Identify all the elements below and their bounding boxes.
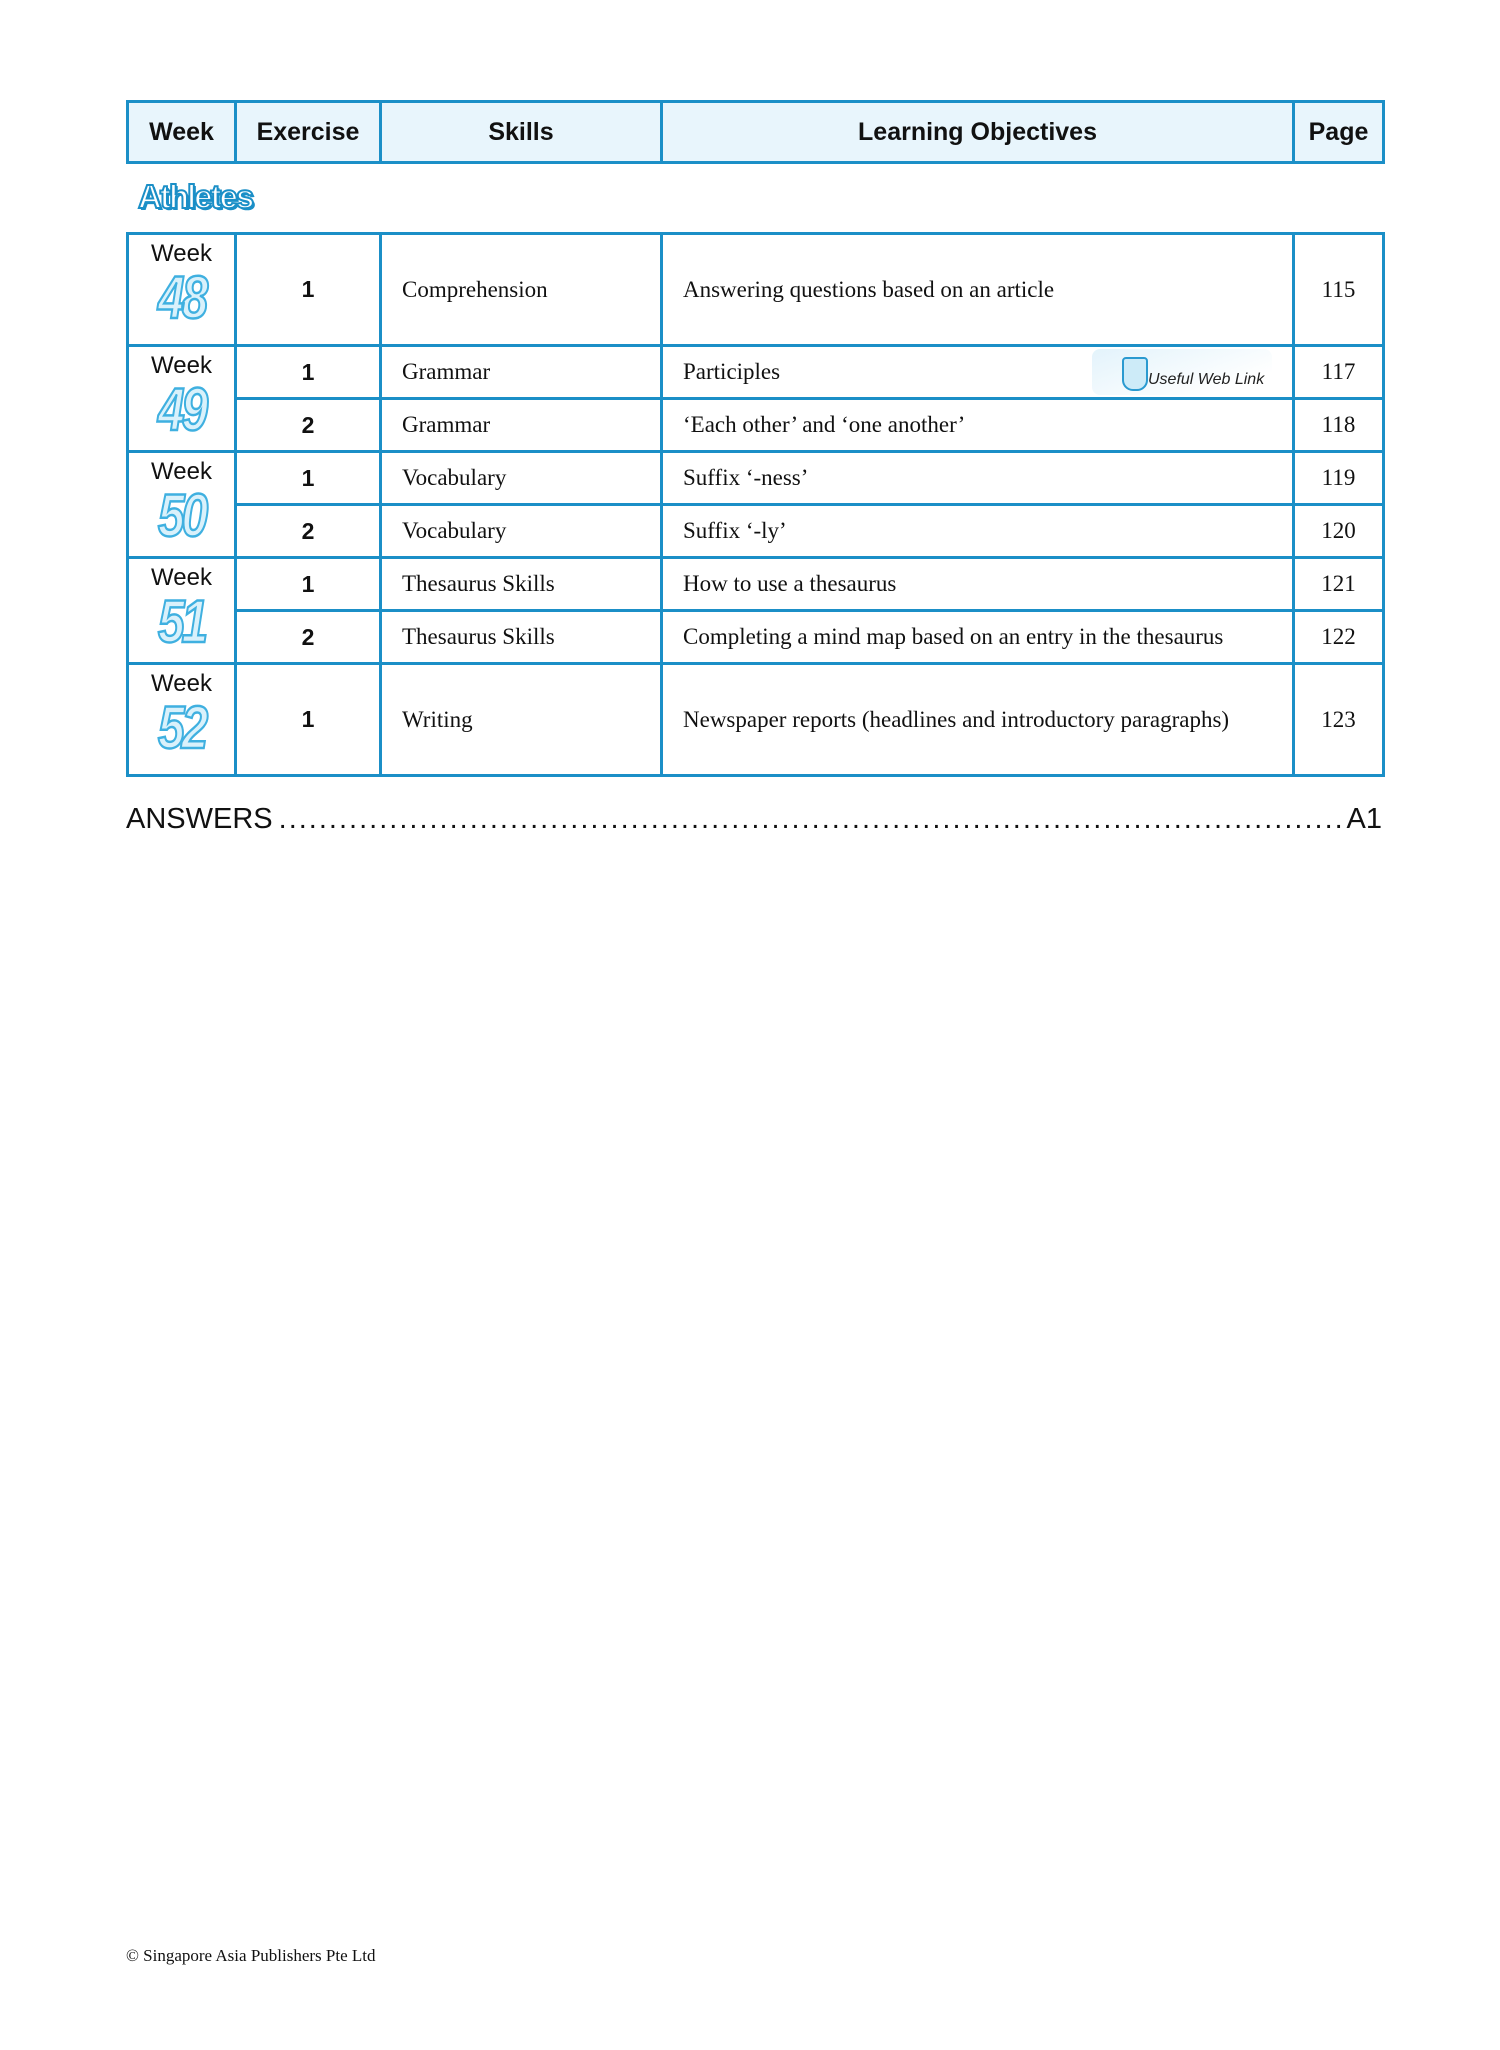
- table-row: [128, 234, 1384, 346]
- page-cell: 123: [1294, 664, 1384, 776]
- objective-cell: [662, 346, 1294, 399]
- page-cell: 117: [1294, 346, 1384, 399]
- week-cell: [128, 452, 236, 558]
- week-label: Week: [151, 458, 212, 485]
- week-cell: [128, 664, 236, 776]
- copyright: © Singapore Asia Publishers Pte Ltd: [126, 1946, 376, 1965]
- week-label: Week: [151, 240, 212, 267]
- skill-cell: Vocabulary: [381, 452, 662, 505]
- dot-leader: [279, 803, 1341, 836]
- header-objectives: Learning Objectives: [662, 102, 1294, 163]
- objective-cell: [662, 452, 1294, 505]
- objective-cell: [662, 399, 1294, 452]
- objective-text: Suffix ‘-ly’: [683, 518, 787, 543]
- skill-cell: Thesaurus Skills: [381, 558, 662, 611]
- page-cell: 120: [1294, 505, 1384, 558]
- table-row: [128, 505, 1384, 558]
- objective-cell: [662, 664, 1294, 776]
- week-label: Week: [151, 670, 212, 697]
- week-number: 52: [158, 694, 205, 761]
- table-row: [128, 611, 1384, 664]
- objective-text: Answering questions based on an article: [683, 276, 1055, 302]
- week-number: 49: [158, 376, 205, 443]
- week-label: Week: [151, 352, 212, 379]
- page-cell: 121: [1294, 558, 1384, 611]
- week-cell: [128, 346, 236, 452]
- exercise-cell: 2: [236, 611, 381, 664]
- table-row: [128, 399, 1384, 452]
- exercise-cell: 1: [236, 452, 381, 505]
- exercise-cell: 1: [236, 558, 381, 611]
- skill-cell: Thesaurus Skills: [381, 611, 662, 664]
- table-row: [128, 452, 1384, 505]
- objective-cell: [662, 558, 1294, 611]
- objective-text: Participles: [683, 359, 781, 384]
- objective-cell: [662, 611, 1294, 664]
- objective-text: How to use a thesaurus: [683, 571, 897, 596]
- useful-web-link[interactable]: [1092, 349, 1272, 395]
- objective-cell: [662, 234, 1294, 346]
- skill-cell: Vocabulary: [381, 505, 662, 558]
- web-link-label: Useful Web Link: [1148, 371, 1265, 388]
- answers-entry[interactable]: [126, 803, 1382, 836]
- week-number: 50: [158, 482, 205, 549]
- theme-title: Athletes: [138, 178, 253, 215]
- objective-text: Suffix ‘-ness’: [683, 465, 809, 490]
- answers-page: A1: [1346, 803, 1382, 835]
- mouse-icon: [1122, 357, 1148, 391]
- header-week: Week: [128, 102, 236, 163]
- header-exercise: Exercise: [236, 102, 381, 163]
- header-page: Page: [1294, 102, 1384, 163]
- page-cell: 118: [1294, 399, 1384, 452]
- objective-text: ‘Each other’ and ‘one another’: [683, 412, 966, 437]
- skill-cell: Grammar: [381, 346, 662, 399]
- table-row: [128, 664, 1384, 776]
- header-skills: Skills: [381, 102, 662, 163]
- week-number: 51: [158, 588, 205, 655]
- page-cell: 115: [1294, 234, 1384, 346]
- exercise-cell: 1: [236, 664, 381, 776]
- skill-cell: Writing: [381, 664, 662, 776]
- objective-cell: [662, 505, 1294, 558]
- contents-table: [126, 232, 1385, 777]
- exercise-cell: 1: [236, 346, 381, 399]
- week-cell: [128, 234, 236, 346]
- table-row: [128, 346, 1384, 399]
- objective-text: Completing a mind map based on an entry in the thesaurus: [683, 624, 1224, 649]
- skill-cell: Comprehension: [381, 234, 662, 346]
- page-cell: 122: [1294, 611, 1384, 664]
- exercise-cell: 2: [236, 505, 381, 558]
- week-cell: [128, 558, 236, 664]
- objective-text: Newspaper reports (headlines and introductory paragraphs): [683, 706, 1230, 732]
- table-row: [128, 558, 1384, 611]
- exercise-cell: 1: [236, 234, 381, 346]
- exercise-cell: 2: [236, 399, 381, 452]
- table-header: [126, 100, 1385, 164]
- week-number: 48: [158, 264, 205, 331]
- answers-label: ANSWERS: [126, 803, 273, 835]
- week-label: Week: [151, 564, 212, 591]
- page-cell: 119: [1294, 452, 1384, 505]
- skill-cell: Grammar: [381, 399, 662, 452]
